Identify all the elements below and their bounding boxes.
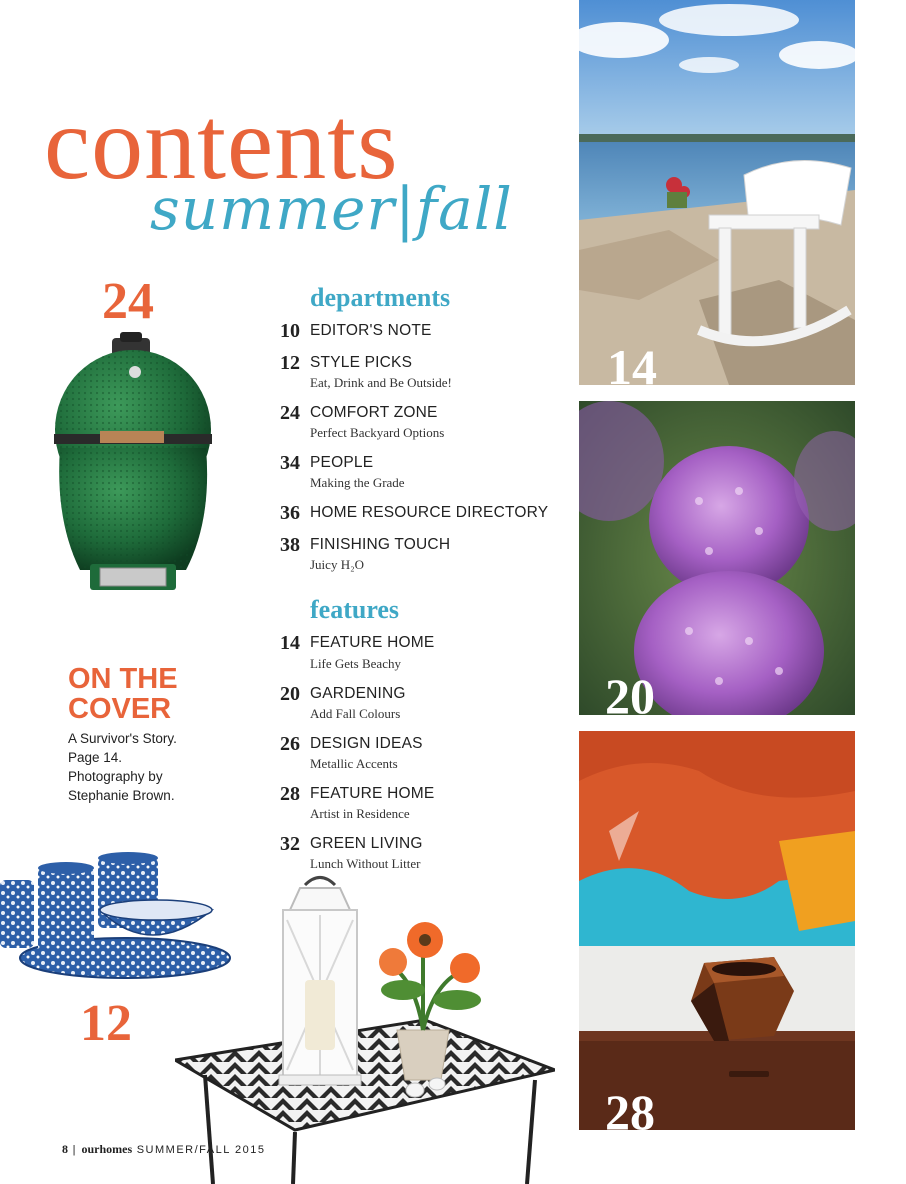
cover-heading (68, 664, 178, 724)
page-footer (62, 1142, 265, 1157)
cover-heading-line: ON THE (68, 663, 178, 695)
enamelware-page-number[interactable]: 12 (80, 995, 132, 1052)
toc-page-number: 34 (280, 452, 300, 474)
toc-subtitle: Metallic Accents (310, 756, 398, 771)
toc-subtitle: Eat, Drink and Be Outside! (310, 375, 452, 390)
flowers-photo[interactable] (579, 401, 855, 715)
beach-photo[interactable] (579, 0, 855, 385)
art-photo[interactable] (579, 731, 855, 1130)
footer-issue: SUMMER/FALL 2015 (136, 1144, 266, 1156)
toc-title: HOME RESOURCE DIRECTORY (310, 504, 549, 521)
footer-brand: ourhomes (81, 1142, 133, 1156)
toc-title: GREEN LIVING (310, 835, 423, 852)
footer-divider: | (72, 1144, 82, 1156)
toc-title: STYLE PICKS (310, 354, 413, 371)
toc-subtitle: Making the Grade (310, 475, 405, 490)
toc-title: PEOPLE (310, 454, 374, 471)
toc-title: FEATURE HOME (310, 634, 435, 651)
beach-photo-art (579, 0, 855, 385)
table-lantern-image (175, 870, 555, 1184)
toc-page-number: 28 (280, 783, 300, 805)
toc-page-number: 26 (280, 733, 300, 755)
footer-page-number: 8 (62, 1142, 68, 1156)
cover-caption (68, 729, 218, 805)
toc-title: GARDENING (310, 685, 406, 702)
toc-subtitle: Lunch Without Litter (310, 856, 421, 871)
toc-page-number: 24 (280, 402, 300, 424)
grill-page-number[interactable]: 24 (102, 273, 154, 330)
grill-image (40, 330, 230, 605)
art-photo-art (579, 731, 855, 1130)
toc-page-number: 32 (280, 833, 300, 855)
features-heading: features (310, 595, 400, 624)
toc-page-number: 38 (280, 534, 300, 556)
cover-caption-line: Stephanie Brown. (68, 788, 175, 803)
toc-subtitle: Juicy H₂O (310, 557, 364, 572)
toc-page-number: 10 (280, 320, 300, 342)
toc-page-number: 12 (280, 352, 300, 374)
toc-subtitle: Artist in Residence (310, 806, 410, 821)
toc-title: EDITOR'S NOTE (310, 322, 432, 339)
toc-title: DESIGN IDEAS (310, 735, 423, 752)
toc-subtitle: Perfect Backyard Options (310, 425, 445, 440)
toc-subtitle: Add Fall Colours (310, 706, 401, 721)
cover-caption-line: Photography by (68, 769, 163, 784)
toc-title: COMFORT ZONE (310, 404, 438, 421)
toc-page-number: 20 (280, 683, 300, 705)
departments-heading: departments (310, 283, 451, 312)
flowers-page-number: 20 (605, 668, 655, 715)
art-page-number: 28 (605, 1084, 655, 1130)
cover-heading-line: COVER (68, 693, 172, 725)
toc-page-number: 14 (280, 632, 300, 654)
toc-page-number: 36 (280, 502, 300, 524)
beach-page-number: 14 (607, 339, 657, 385)
toc-title: FEATURE HOME (310, 785, 435, 802)
page-subtitle: summer|fall (150, 175, 513, 243)
toc-subtitle: Life Gets Beachy (310, 656, 401, 671)
cover-caption-line: Page 14. (68, 750, 123, 765)
cover-caption-line: A Survivor's Story. (68, 731, 177, 746)
toc-title: FINISHING TOUCH (310, 536, 451, 553)
page-title: contents (44, 86, 399, 201)
